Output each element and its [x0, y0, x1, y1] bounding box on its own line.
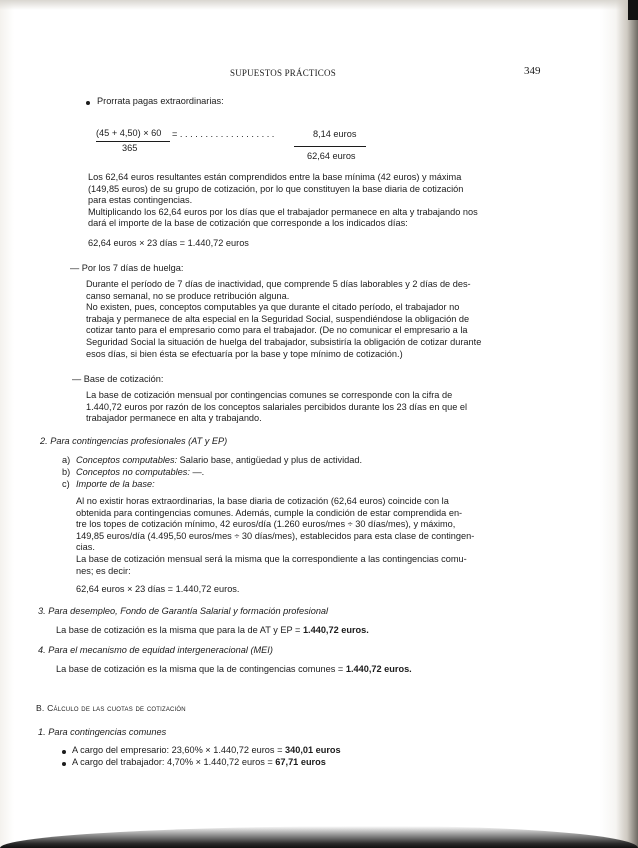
cuota-empresario-text: A cargo del empresario: 23,60% × 1.440,72 euros =	[72, 745, 285, 755]
section-4-value: 1.440,72 euros.	[345, 664, 412, 674]
page-number: 349	[524, 65, 541, 77]
text-line: Los 62,64 euros resultantes están comprendidos entre la base mínima (42 euros) y máxima	[88, 172, 462, 182]
text-line: La base de cotización mensual será la misma que la correspondiente a las contingencias comu-	[76, 553, 467, 564]
bullet-icon	[86, 101, 90, 105]
item-a-marker: a)	[62, 455, 71, 465]
item-1-title: 1. Para contingencias comunes	[38, 727, 167, 737]
item-c-marker: c)	[62, 479, 70, 489]
text-line: 1.440,72 euros por razón de los conceptos salariales percibidos durante los 23 días en que el	[86, 401, 468, 412]
text-line: tre los topes de cotización mínimo, 42 euros/día (1.260 euros/mes ÷ 30 días/mes), y máximo,	[76, 519, 456, 530]
section-3-sentence: La base de cotización es la misma que para la de AT y EP =	[56, 625, 303, 635]
cuota-empresario	[72, 745, 341, 757]
text-line: dará el importe de la base de cotización que corresponde a los indicados días:	[88, 218, 408, 229]
text-line: La base de cotización mensual por contingencias comunes se corresponde con la cifra de	[86, 390, 453, 400]
page-bottom-curl	[0, 826, 638, 848]
text-line: Al no existir horas extraordinarias, la base diaria de cotización (62,64 euros) coincide con la	[76, 496, 449, 506]
page-corner-mark	[628, 0, 638, 20]
item-a-label: Conceptos computables:	[76, 455, 178, 465]
section-4-sentence: La base de cotización es la misma que la de contingencias comunes =	[56, 664, 346, 674]
text-line: cotizar tanto para el empresario como para el trabajador. (De no comunicar el empresario a la	[86, 325, 468, 336]
item-b-text: —.	[189, 467, 205, 477]
text-line: canso semanal, no se produce retribución alguna.	[86, 290, 290, 301]
section-4-title: 4. Para el mecanismo de equidad intergeneracional (MEI)	[38, 645, 273, 655]
fraction-denominator: 365	[122, 143, 138, 153]
base-cotizacion-heading: — Base de cotización:	[72, 374, 164, 384]
prorrata-total: 62,64 euros	[307, 151, 356, 161]
paragraph-base-range	[88, 172, 536, 230]
section-2-title: 2. Para contingencias profesionales (AT y EP)	[40, 436, 228, 446]
text-line: trabajador permanece en alta y trabajando.	[86, 413, 262, 424]
text-line: (149,85 euros) de su grupo de cotización, por lo que constituyen la base diaria de cotización	[88, 183, 464, 194]
paragraph-huelga	[86, 279, 536, 360]
text-line: 149,85 euros/día (4.495,50 euros/mes ÷ 30 días/mes), establecidos para esta clase de contingen-	[76, 530, 475, 541]
text-line: para estas contingencias.	[88, 195, 193, 206]
fraction-numerator: (45 + 4,50) × 60	[96, 128, 162, 138]
fraction-bar	[96, 141, 170, 142]
paragraph-importe-base	[76, 496, 528, 577]
cuota-empresario-value: 340,01 euros	[284, 745, 341, 755]
item-b	[76, 467, 204, 479]
section-4-text	[56, 664, 412, 676]
text-line: No existen, pues, conceptos computables ya que durante el citado período, el trabajador no	[86, 302, 460, 313]
running-title: SUPUESTOS PRÁCTICOS	[230, 68, 336, 78]
cuota-trabajador-text: A cargo del trabajador: 4,70% × 1.440,72 euros =	[72, 757, 276, 767]
sum-rule	[294, 146, 366, 147]
text-line: obtenida para contingencias comunes. Además, cumple la condición de estar comprendida en-	[76, 507, 463, 518]
formula-at-ep: 62,64 euros × 23 días = 1.440,72 euros.	[76, 584, 240, 594]
text-line: esos días, si bien ésta se efectuaría por la base y tope mínimo de cotización.)	[86, 348, 403, 359]
text-line: nes; es decir:	[76, 565, 131, 576]
prorrata-amount: 8,14 euros	[313, 129, 357, 139]
paragraph-base-mensual	[86, 390, 536, 425]
section-3-text	[56, 625, 369, 637]
text-line: cias.	[76, 542, 95, 553]
text-line: Durante el período de 7 días de inactividad, que comprende 5 días laborables y 2 días de des-	[86, 279, 471, 289]
formula-base-23-dias: 62,64 euros × 23 días = 1.440,72 euros	[88, 238, 249, 248]
text-line: trabaja y permanece de alta especial en la Seguridad Social, suspendiéndose la obligación de	[86, 313, 470, 324]
page-right-edge	[616, 0, 638, 848]
item-c-label: Importe de la base:	[76, 479, 155, 489]
item-b-label: Conceptos no computables:	[76, 467, 190, 477]
item-b-marker: b)	[62, 467, 71, 477]
section-b-title: B. Cálculo de las cuotas de cotización	[36, 703, 186, 713]
cuota-trabajador	[72, 757, 326, 769]
text-line: Multiplicando los 62,64 euros por los días que el trabajador permanece en alta y trabajando nos	[88, 206, 478, 217]
bullet-icon	[62, 750, 66, 754]
item-a-text: Salario base, antigüedad y plus de actividad.	[177, 455, 363, 465]
item-a	[76, 455, 362, 467]
cuota-trabajador-value: 67,71 euros	[275, 757, 326, 767]
text-line: Seguridad Social la situación de huelga del trabajador, subsistiría la obligación de cotizar durante	[86, 336, 482, 347]
section-3-title: 3. Para desempleo, Fondo de Garantía Salarial y formación profesional	[38, 606, 329, 616]
section-3-value: 1.440,72 euros.	[302, 625, 369, 635]
bullet-icon	[62, 762, 66, 766]
page-top-shadow	[0, 0, 638, 10]
huelga-heading: — Por los 7 días de huelga:	[70, 263, 184, 273]
prorrata-label: Prorrata pagas extraordinarias:	[97, 96, 224, 106]
fraction-dots: = . . . . . . . . . . . . . . . . . . .	[172, 129, 275, 139]
